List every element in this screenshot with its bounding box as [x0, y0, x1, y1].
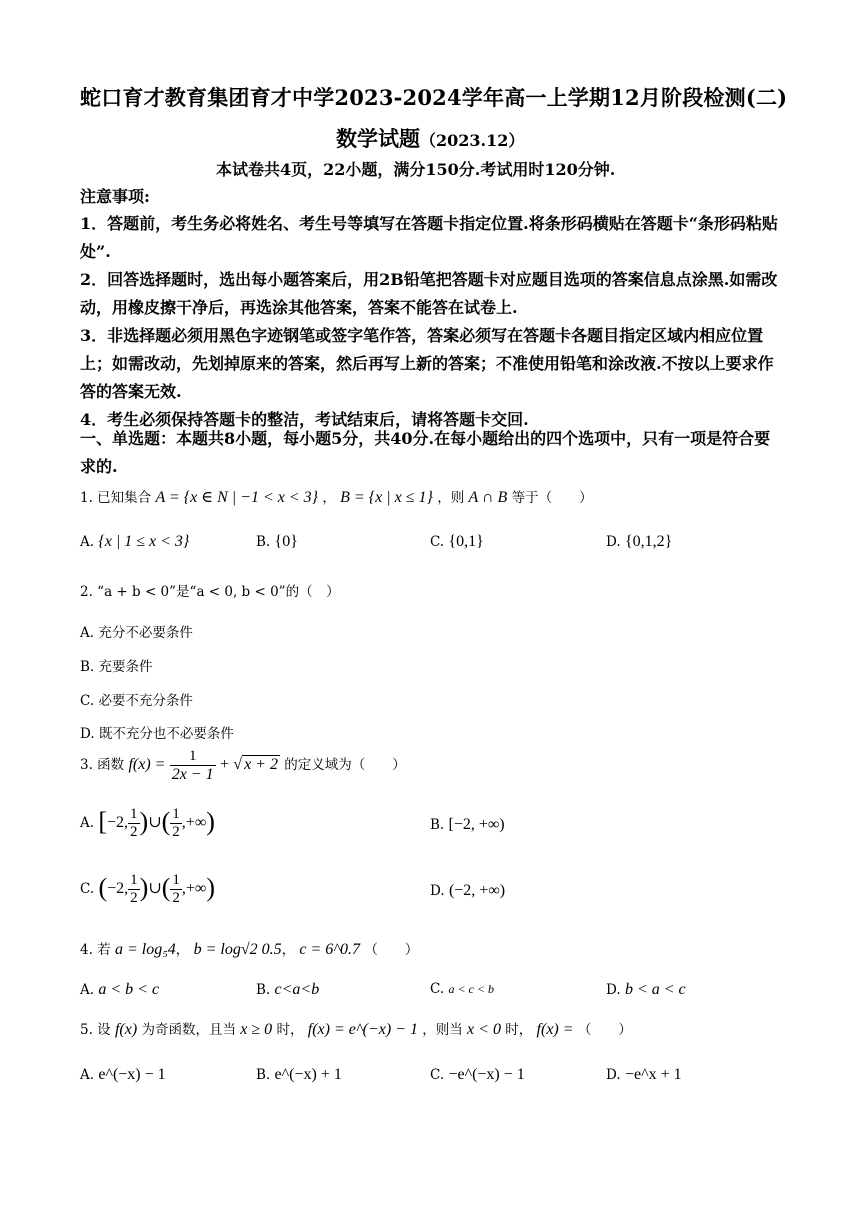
q4-c: c = 6^0.7 — [299, 941, 361, 958]
q1-option-c: C. {0,1} — [430, 533, 484, 550]
q1-set-b: B = {x | x ≤ 1} — [340, 489, 433, 506]
q2-option-d: D. 既不充分也不必要条件 — [80, 726, 234, 742]
q1-option-b: B. {0} — [256, 533, 298, 550]
q1-option-a: A. {x | 1 ≤ x < 3} — [80, 533, 190, 550]
question-1-stem: 1. 已知集合 A = {x ∈ N | −1 < x < 3} ， B = {x | x ≤ 1} ，则 A ∩ B 等于（ ） — [80, 489, 593, 506]
question-3-stem: 3. 函数 f(x) = $\frac{1}{2x - 1}$ + √ x + 2 的定义域为（ ） — [80, 748, 406, 783]
question-5-stem: 5. 设 f(x) 为奇函数，且当 x ≥ 0 时， f(x) = e^(−x) − 1 ，则当 x < 0 时， f(x) = （ ） — [80, 1021, 632, 1038]
section-heading: 一、单选题：本题共8小题，每小题5分，共40分.在每小题给出的四个选项中，只有一项是符合要求的. — [80, 429, 771, 476]
q2-option-c: C. 必要不充分条件 — [80, 693, 193, 709]
note-item-4: 4．考生必须保持答题卡的整洁，考试结束后，请将答题卡交回. — [80, 410, 529, 429]
notes-heading: 注意事项: — [80, 187, 150, 206]
q5-option-c: C. −e^(−x) − 1 — [430, 1066, 525, 1083]
q2-option-a: A. 充分不必要条件 — [80, 625, 193, 641]
exam-info: 本试卷共4页，22小题，满分150分.考试用时120分钟. — [216, 160, 616, 179]
q4-option-c: C. a < c < b — [430, 981, 494, 997]
question-2-stem: 2. “a + b < 0”是“a < 0, b < 0”的（ ） — [80, 584, 340, 600]
q1-option-d: D. {0,1,2} — [606, 533, 673, 550]
note-item-2: 2．回答选择题时，选出每小题答案后，用2B铅笔把答题卡对应题目选项的答案信息点涂黑.如需改动，用橡皮擦干净后，再选涂其他答案，答案不能答在试卷上. — [80, 270, 778, 317]
q1-prefix: 1. 已知集合 — [80, 490, 152, 506]
note-item-1: 1．答题前，考生务必将姓名、考生号等填写在答题卡指定位置.将条形码横贴在答题卡“条形码粘贴处”. — [80, 214, 778, 261]
q2-option-b: B. 充要条件 — [80, 659, 153, 675]
q3-option-d: D. (−2, +∞) — [430, 882, 506, 899]
q4-b: b = log√2 0.5 — [193, 941, 282, 958]
q4-a: a = log₅4 — [114, 941, 176, 958]
q3-func: f(x) = — [128, 756, 166, 773]
q1-set-a: A = {x ∈ N | −1 < x < 3} — [155, 489, 319, 506]
question-4-stem: 4. 若 a = log₅4， b = log√2 0.5， c = 6^0.7 （ ） — [80, 941, 419, 958]
note-item-3: 3．非选择题必须用黑色字迹钢笔或签字笔作答，答案必须写在答题卡各题目指定区域内相应位置上；如需改动，先划掉原来的答案，然后再写上新的答案；不准使用铅笔和涂改液.不按以上要求作答的答案无效. — [80, 326, 774, 401]
q3-fraction: $\frac{1}{2x - 1}$ — [171, 748, 214, 783]
q4-option-a: A. a < b < c — [80, 981, 160, 998]
q5-option-b: B. e^(−x) + 1 — [256, 1066, 342, 1083]
q5-option-a: A. e^(−x) − 1 — [80, 1066, 166, 1083]
subject-title — [336, 123, 524, 153]
q1-expr: A ∩ B — [468, 489, 508, 506]
q4-option-d: D. b < a < c — [606, 981, 686, 998]
q3-option-c: C. (−2, $\frac{1}{2}$ )∪( $\frac{1}{2}$ ,+∞) — [80, 872, 215, 906]
q1-mid: ，则 — [437, 490, 465, 506]
q4-option-b: B. c<a<b — [256, 981, 320, 998]
q1-suffix: 等于（ ） — [511, 490, 593, 506]
q3-option-a: A. [−2, $\frac{1}{2}$ )∪( $\frac{1}{2}$ ,+∞) — [80, 806, 215, 840]
q5-option-d: D. −e^x + 1 — [606, 1066, 682, 1083]
exam-date: （2023.12） — [420, 131, 525, 150]
subject-name: 数学试题 — [336, 126, 420, 151]
exam-title: 蛇口育才教育集团育才中学2023-2024学年高一上学期12月阶段检测(二) — [80, 85, 788, 110]
q3-option-b: B. [−2, +∞) — [430, 816, 505, 833]
